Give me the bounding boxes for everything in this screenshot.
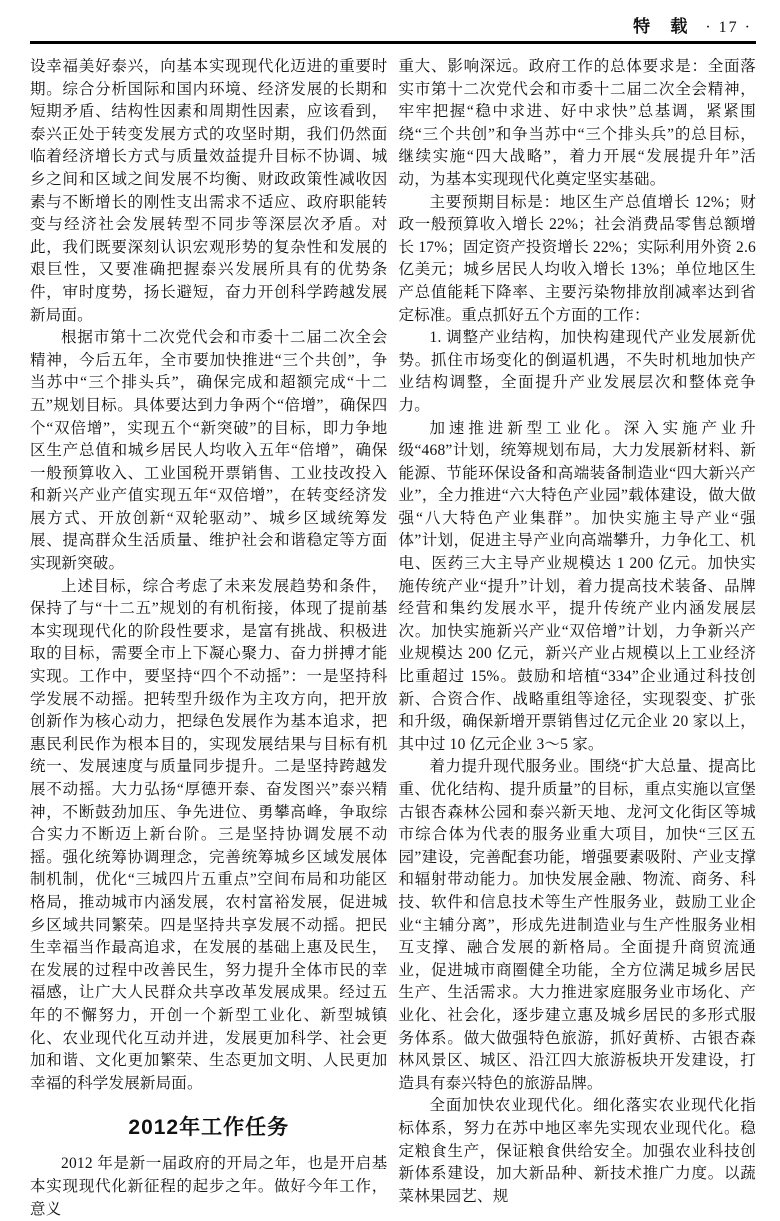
paragraph: 上述目标，综合考虑了未来发展趋势和条件，保持了与“十二五”规划的有机衔接，体现了提前基本实现现代化的阶段性要求，是富有挑战、积极进取的目标，需要全市上下凝心聚力、奋力拼搏才能实现。工作中，要坚持“四个不动摇”：一是坚持科学发展不动摇。把转型升级作为主攻方向，把开放创新作为核心动力，把绿色发展作为基本追求，把惠民利民作为根本目的，实现发展结果与目标有机统一、发展速度与质量同步提升。二是坚持跨越发展不动摇。大力弘扬“厚德开泰、奋发图兴”泰兴精神，不断鼓劲加压、争先进位、勇攀高峰，争取综合实力不断迈上新台阶。三是坚持协调发展不动摇。强化统筹协调理念，完善统筹城乡区域发展体制机制，优化“三城四片五重点”空间布局和功能区格局，推动城市内涵发展，农村富裕发展，促进城乡区域共同繁荣。四是坚持共享发展不动摇。把民生幸福当作最高追求，在发展的基础上惠及民生，在发展的过程中改善民生，努力提升全体市民的幸福感，让广大人民群众共享改革发展成果。经过五年的不懈努力，开创一个新型工业化、新型城镇化、农业现代化互动并进，发展更加科学、社会更加和谐、文化更加繁荣、生态更加文明、人民更加幸福的科学发展新局面。 bbox=[30, 577, 388, 1092]
paragraph: 全面加快农业现代化。细化落实农业现代化指标体系，努力在苏中地区率先实现农业现代化。稳定粮食生产，保证粮食供给安全。加强农业科技创新体系建设，加大新品种、新技术推广力度。以蔬菜林果园艺、规 bbox=[398, 1097, 756, 1205]
paragraph: 着力提升现代服务业。围绕“扩大总量、提高比重、优化结构、提升质量”的目标，重点实施以宣堡古银杏森林公园和泰兴新天地、龙河文化街区等城市综合体为代表的服务业重大项目，加快“三区五园”建设，完善配套功能，增强要素吸附、产业支撑和辐射带动能力。加快发展金融、物流、商务、科技、软件和信息技术等生产性服务业，鼓励工业企业“主辅分离”，形成先进制造业与生产性服务业相互支撑、融合发展的新格局。全面提升商贸流通业，促进城市商圈健全功能，全方位满足城乡居民生产、生活需求。大力推进家庭服务业市场化、产业化、社会化，逐步建立惠及城乡居民的多形式服务体系。做大做强特色旅游，抓好黄桥、古银杏森林风景区、城区、沿江四大旅游板块开发建设，打造具有泰兴特色的旅游品牌。 bbox=[398, 758, 756, 1092]
section-heading: 2012年工作任务 bbox=[128, 1116, 290, 1140]
paragraph: 加速推进新型工业化。深入实施产业升级“468”计划，统筹规划布局，大力发展新材料、新能源、节能环保设备和高端装备制造业“四大新兴产业”，全力推进“六大特色产业园”载体建设，做大做强“八大特色产业集群”。加快实施主导产业“强体”计划，促进主导产业向高端攀升，力争化工、机电、医药三大主导产业规模达 1 200 亿元。加快实施传统产业“提升”计划，着力提高技术装备、品牌经营和集约发展水平，提升传统产业内涵发展层次。加快实施新兴产业“双倍增”计划，力争新兴产业规模达 200 亿元，新兴产业占规模以上工业经济比重超过 15%。鼓励和培植“334”企业通过科技创新、合资合作、战略重组等途径，实现裂变、扩张和升级，确保新增开票销售过亿元企业 20 家以上，其中过 10 亿元企业 3～5 家。 bbox=[398, 419, 756, 753]
paragraph: 根据市第十二次党代会和市委十二届二次全会精神，今后五年，全市要加快推进“三个共创”，争当苏中“三个排头兵”，确保完成和超额完成“十二五”规划目标。具体要达到力争两个“倍增”，确保四个“双倍增”，实现五个“新突破”的目标，即力争地区生产总值和城乡居民人均收入五年“倍增”，确保一般预算收入、工业国税开票销售、工业技改投入和新兴产业产值实现五年“双倍增”，在转变经济发展方式、开放创新“双轮驱动”、城乡区域统筹发展、提高群众生活质量、维护社会和谐稳定等方面实现新突破。 bbox=[30, 329, 388, 573]
paragraph: 设幸福美好泰兴，向基本实现现代化迈进的重要时期。综合分析国际和国内环境、经济发展的长期和短期矛盾、结构性因素和周期性因素，应该看到，泰兴正处于转变发展方式的攻坚时期，我们仍然面临着经济增长方式与质量效益提升目标不协调、城乡之间和区域之间发展不均衡、财政政策性减收因素与不断增长的刚性支出需求不适应、政府职能转变与经济社会发展转型不同步等深层次矛盾。对此，我们既要深刻认识宏观形势的复杂性和发展的艰巨性，又要准确把握泰兴发展所具有的优势条件，审时度势，扬长避短，奋力开创科学跨越发展新局面。 bbox=[30, 58, 388, 324]
paragraph: 主要预期目标是：地区生产总值增长 12%；财政一般预算收入增长 22%；社会消费品零售总额增长 17%；固定资产投资增长 22%；实际利用外资 2.6 亿美元；城乡居民人均收入增长 13%；单位地区生产总值能耗下降率、主要污染物排放削减率达到省定标准。重点抓好五个方面的工作： bbox=[398, 193, 756, 324]
header-rule bbox=[30, 41, 756, 44]
section-title: 特 载 bbox=[633, 17, 696, 36]
right-column bbox=[399, 56, 757, 1221]
page-header bbox=[30, 12, 756, 38]
paragraph: 重大、影响深远。政府工作的总体要求是：全面落实市第十二次党代会和市委十二届二次全会精神，牢牢把握“稳中求进、好中求快”总基调，紧紧围绕“三个共创”和争当苏中“三个排头兵”的总目标，继续实施“四大战略”，着力开展“发展提升年”活动，为基本实现现代化奠定坚实基础。 bbox=[398, 58, 756, 188]
text-columns bbox=[30, 56, 756, 1221]
paragraph: 2012 年是新一届政府的开局之年，也是开启基本实现现代化新征程的起步之年。做好今年工作，意义 bbox=[30, 1155, 388, 1218]
paragraph: 1. 调整产业结构，加快构建现代产业发展新优势。抓住市场变化的倒逼机遇，不失时机地加快产业结构调整，全面提升产业发展层次和整体竞争力。 bbox=[398, 329, 756, 414]
page-number: · 17 · bbox=[705, 19, 752, 36]
left-column bbox=[30, 56, 388, 1221]
